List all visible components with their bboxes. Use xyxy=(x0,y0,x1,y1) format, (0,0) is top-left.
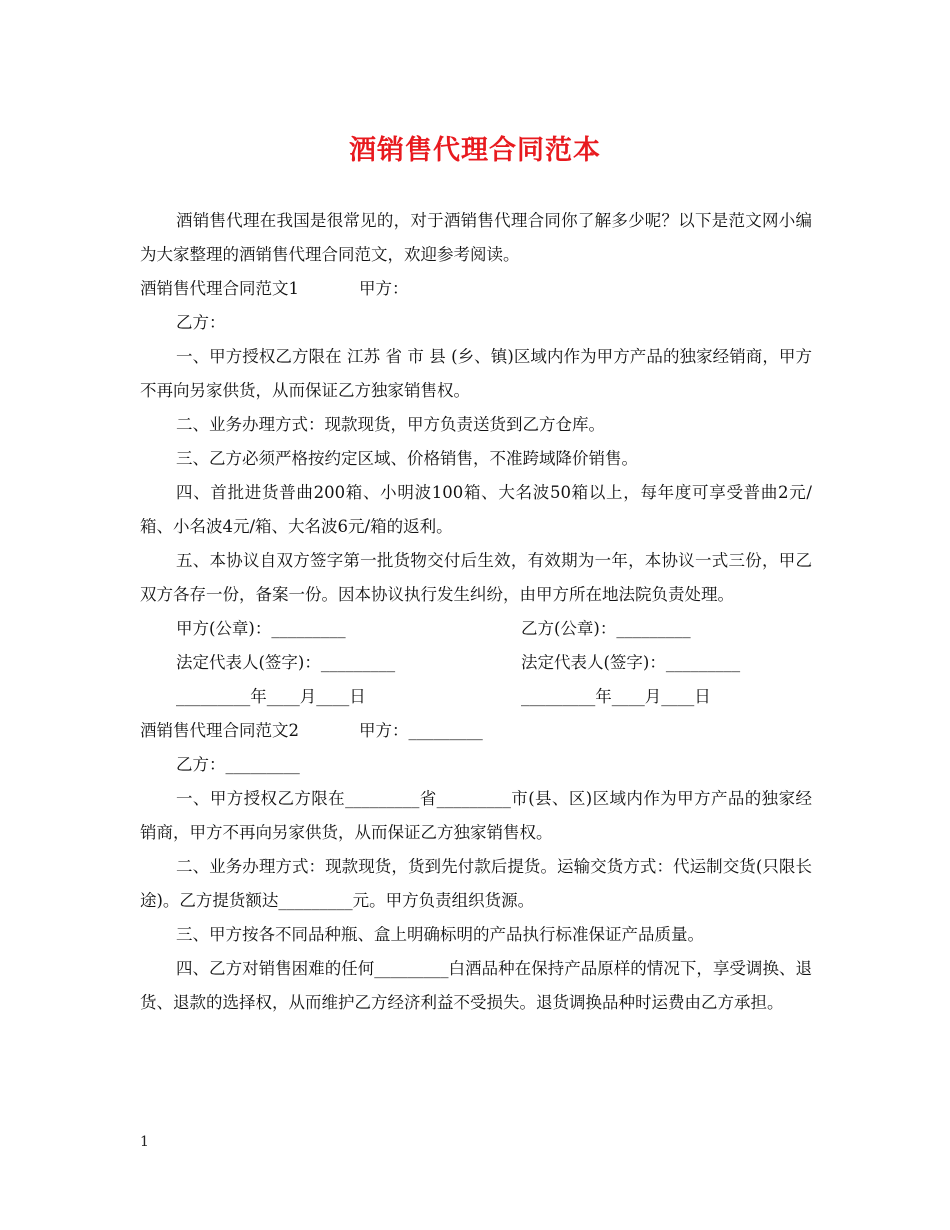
section2-clause-4: 四、乙方对销售困难的任何_________白酒品种在保持产品原样的情况下，享受调换、退货、退款的选择权，从而维护乙方经济利益不受损失。退货调换品种时运费由乙方承担。 xyxy=(140,959,812,1012)
section2-clause-3: 三、甲方按各不同品种瓶、盒上明确标明的产品执行标准保证产品质量。 xyxy=(176,925,704,944)
section2-clause-2: 二、业务办理方式：现款现货，货到先付款后提货。运输交货方式：代运制交货(只限长途)。乙方提货额达_________元。甲方负责组织货源。 xyxy=(140,857,812,910)
section1-party-a: 甲方： xyxy=(359,279,409,298)
section1-heading: 酒销售代理合同范文1 xyxy=(140,279,299,298)
section1-party-b: 乙方： xyxy=(176,313,226,332)
party-a-date-field: _________年____月____日 xyxy=(176,687,366,706)
section1-clause-1: 一、甲方授权乙方限在 江苏 省 市 县 (乡、镇)区域内作为甲方产品的独家经销商，甲方不再向另家供货，从而保证乙方独家销售权。 xyxy=(140,347,812,400)
section1-clause-5: 五、本协议自双方签字第一批货物交付后生效，有效期为一年，本协议一式三份，甲乙双方各存一份，备案一份。因本协议执行发生纠纷，由甲方所在地法院负责处理。 xyxy=(140,551,812,604)
party-a-seal-field: 甲方(公章)：_________ xyxy=(176,619,346,638)
party-a-representative-field: 法定代表人(签字)：_________ xyxy=(176,653,396,672)
section2-party-b: 乙方：_________ xyxy=(176,755,300,774)
section2-heading-row xyxy=(140,714,812,748)
section1-heading-row xyxy=(140,272,812,306)
party-b-seal-field: 乙方(公章)：_________ xyxy=(521,619,691,638)
document-title: 酒销售代理合同范本 xyxy=(349,135,601,166)
intro-paragraph: 酒销售代理在我国是很常见的，对于酒销售代理合同你了解多少呢？以下是范文网小编为大家整理的酒销售代理合同范文，欢迎参考阅读。 xyxy=(140,211,812,264)
section2-party-a: 甲方：_________ xyxy=(359,721,483,740)
party-b-date-field: _________年____月____日 xyxy=(521,687,711,706)
party-b-representative-field: 法定代表人(签字)：_________ xyxy=(521,653,741,672)
section1-clause-3: 三、乙方必须严格按约定区域、价格销售，不准跨域降价销售。 xyxy=(176,449,638,468)
section2-heading: 酒销售代理合同范文2 xyxy=(140,721,299,740)
section1-clause-2: 二、业务办理方式：现款现货，甲方负责送货到乙方仓库。 xyxy=(176,415,605,434)
section2-clause-1: 一、甲方授权乙方限在_________省_________市(县、区)区域内作为甲方产品的独家经销商，甲方不再向另家供货，从而保证乙方独家销售权。 xyxy=(140,789,812,842)
date-row xyxy=(140,680,812,714)
page-number: 1 xyxy=(140,1134,149,1150)
section1-clause-4: 四、首批进货普曲200箱、小明波100箱、大名波50箱以上，每年度可享受普曲2元/箱、小名波4元/箱、大名波6元/箱的返利。 xyxy=(140,483,812,536)
representative-row xyxy=(140,646,812,680)
document-body xyxy=(140,204,812,1020)
signature-row xyxy=(140,612,812,646)
